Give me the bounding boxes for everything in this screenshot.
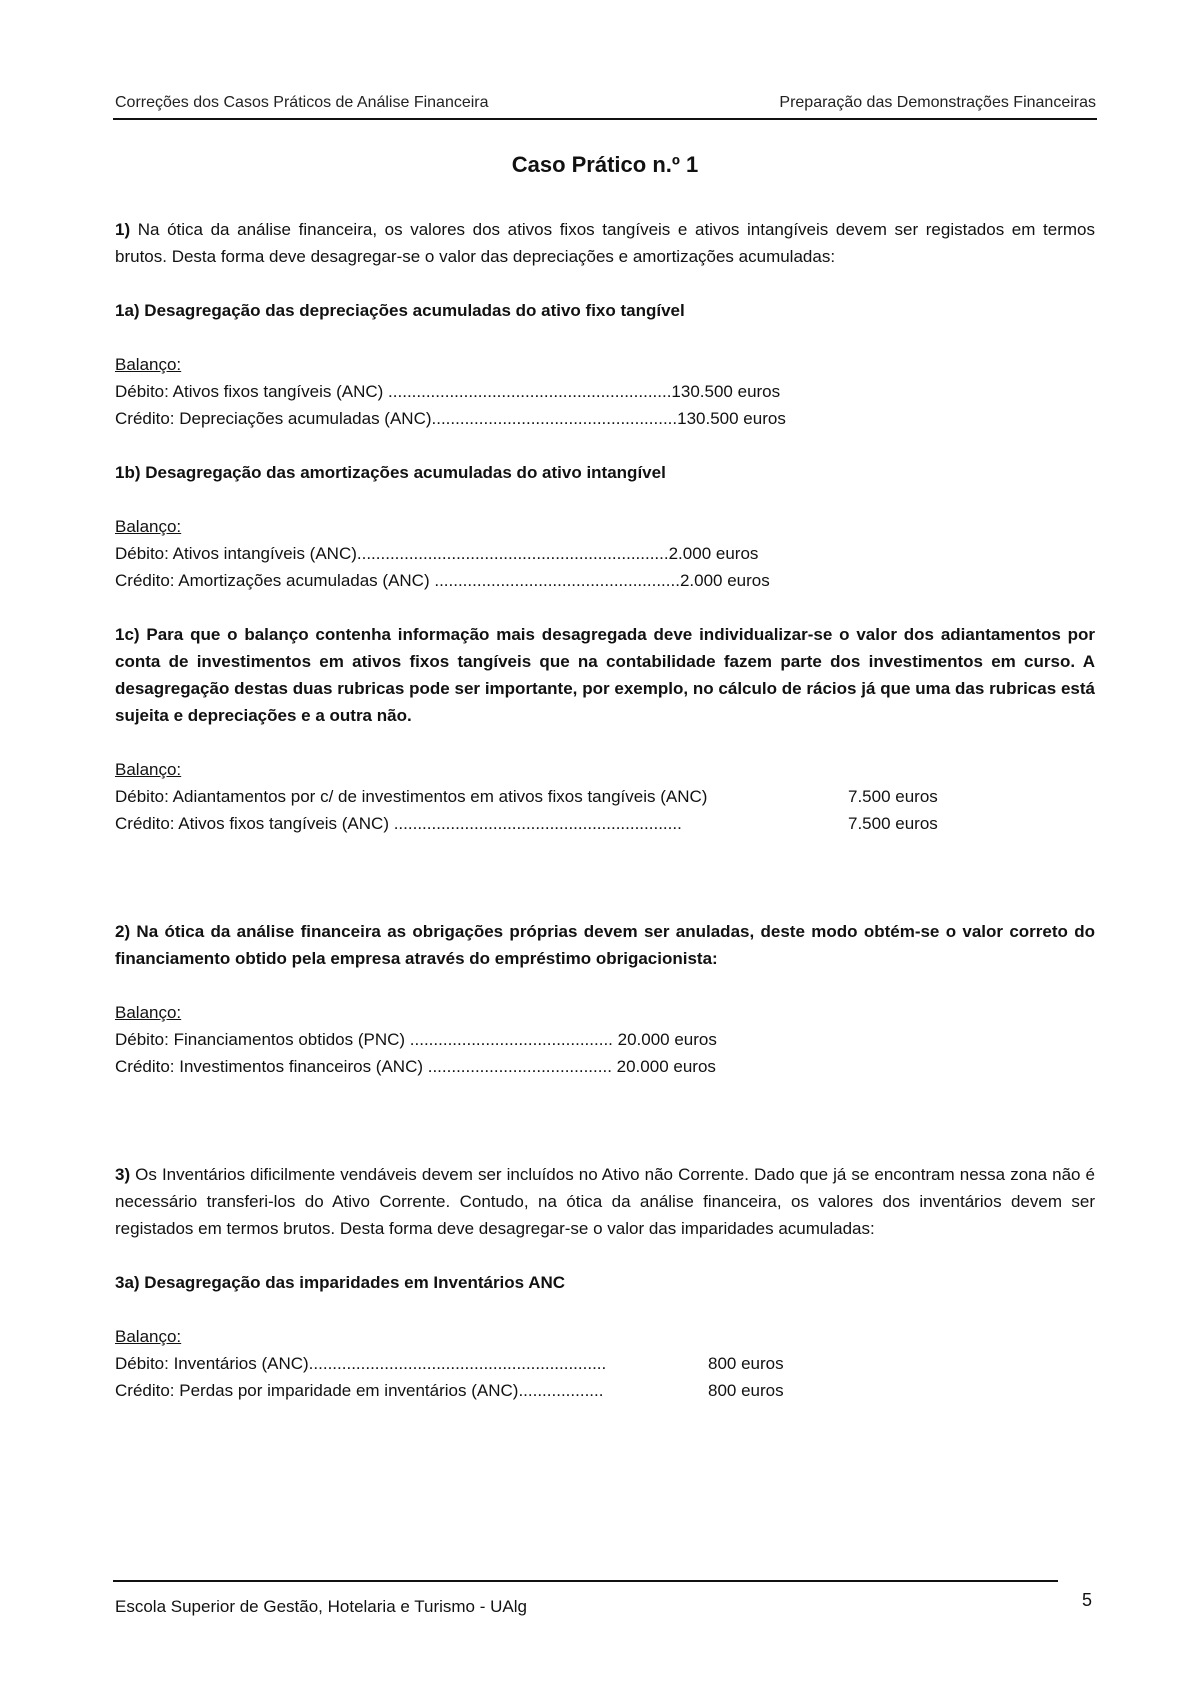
section-2-balance-label: Balanço: xyxy=(115,1003,182,1022)
header-rule xyxy=(113,118,1097,120)
section-1b-credit: Crédito: Amortizações acumuladas (ANC) ....................................................2.000 euros xyxy=(115,571,770,590)
section-1-number: 1) xyxy=(115,220,131,239)
section-2-debit: Débito: Financiamentos obtidos (PNC) ........................................... 20.000 euros xyxy=(115,1030,717,1049)
section-3a-debit: Débito: Inventários (ANC)............................................................... xyxy=(115,1354,607,1373)
section-2-credit: Crédito: Investimentos financeiros (ANC) ....................................... 20.000 euros xyxy=(115,1057,716,1076)
header-right: Preparação das Demonstrações Financeiras xyxy=(779,94,1096,111)
section-2-text: 2) Na ótica da análise financeira as obrigações próprias devem ser anuladas, deste modo obtém-se o valor correto do financiamento obtido pela empresa através do empréstimo obrigacionista: xyxy=(115,922,1095,968)
section-3a-debit-amount: 800 euros xyxy=(708,1354,784,1373)
section-1-body: Na ótica da análise financeira, os valores dos ativos fixos tangíveis e ativos intangíveis devem ser registados em termos brutos. Desta forma deve desagregar-se o valor das depreciações e amortizações acumuladas: xyxy=(115,220,1095,266)
header-left: Correções dos Casos Práticos de Análise Financeira xyxy=(115,94,489,111)
section-1b-debit: Débito: Ativos intangíveis (ANC)..................................................................2.000 euros xyxy=(115,544,759,563)
section-3a-debit-row xyxy=(115,1350,1095,1377)
section-3a-credit-row xyxy=(115,1377,1095,1404)
section-1c-balance-label: Balanço: xyxy=(115,760,182,779)
footer-rule xyxy=(113,1580,1058,1582)
section-3a-balance-label: Balanço: xyxy=(115,1327,182,1346)
page-title: Caso Prático n.º 1 xyxy=(511,152,699,177)
section-1a-debit: Débito: Ativos fixos tangíveis (ANC) ............................................................130.500 euros xyxy=(115,382,781,401)
section-1c-credit-amount: 7.500 euros xyxy=(848,814,938,833)
section-1c-debit-row xyxy=(115,783,1095,810)
section-3a-heading: 3a) Desagregação das imparidades em Inventários ANC xyxy=(115,1273,566,1292)
section-3-number: 3) xyxy=(115,1165,131,1184)
section-3-body: Os Inventários dificilmente vendáveis devem ser incluídos no Ativo não Corrente. Dado que já se encontram nessa zona não é necessário transferi-los do Ativo Corrente. Contudo, na ótica da análise financeira, os valores dos inventários devem ser registados em termos brutos. Desta forma deve desagregar-se o valor das imparidades acumuladas: xyxy=(115,1165,1095,1238)
section-3-text xyxy=(115,1161,1095,1242)
section-1a-heading: 1a) Desagregação das depreciações acumuladas do ativo fixo tangível xyxy=(115,301,685,320)
section-1c-credit: Crédito: Ativos fixos tangíveis (ANC) ............................................................. xyxy=(115,814,682,833)
section-1c-debit: Débito: Adiantamentos por c/ de investimentos em ativos fixos tangíveis (ANC) xyxy=(115,787,708,806)
footer-institution: Escola Superior de Gestão, Hotelaria e Turismo - UAlg xyxy=(115,1597,527,1616)
section-1b-heading: 1b) Desagregação das amortizações acumuladas do ativo intangível xyxy=(115,463,666,482)
section-1a-credit: Crédito: Depreciações acumuladas (ANC)....................................................130.500 euros xyxy=(115,409,786,428)
section-1-text xyxy=(115,216,1095,270)
section-3a-credit: Crédito: Perdas por imparidade em inventários (ANC).................. xyxy=(115,1381,604,1400)
content xyxy=(115,150,1095,1404)
section-1b-balance-label: Balanço: xyxy=(115,517,182,536)
section-1c-credit-row xyxy=(115,810,1095,837)
section-1c-debit-amount: 7.500 euros xyxy=(848,787,938,806)
section-1c-text: 1c) Para que o balanço contenha informação mais desagregada deve individualizar-se o valor dos adiantamentos por conta de investimentos em ativos fixos tangíveis que na contabilidade fazem parte dos investimentos em curso. A desagregação destas duas rubricas pode ser importante, por exemplo, no cálculo de rácios já que uma das rubricas está sujeita e depreciações e a outra não. xyxy=(115,625,1095,725)
section-1a-balance-label: Balanço: xyxy=(115,355,182,374)
page-number: 5 xyxy=(1082,1590,1093,1610)
section-3a-credit-amount: 800 euros xyxy=(708,1381,784,1400)
